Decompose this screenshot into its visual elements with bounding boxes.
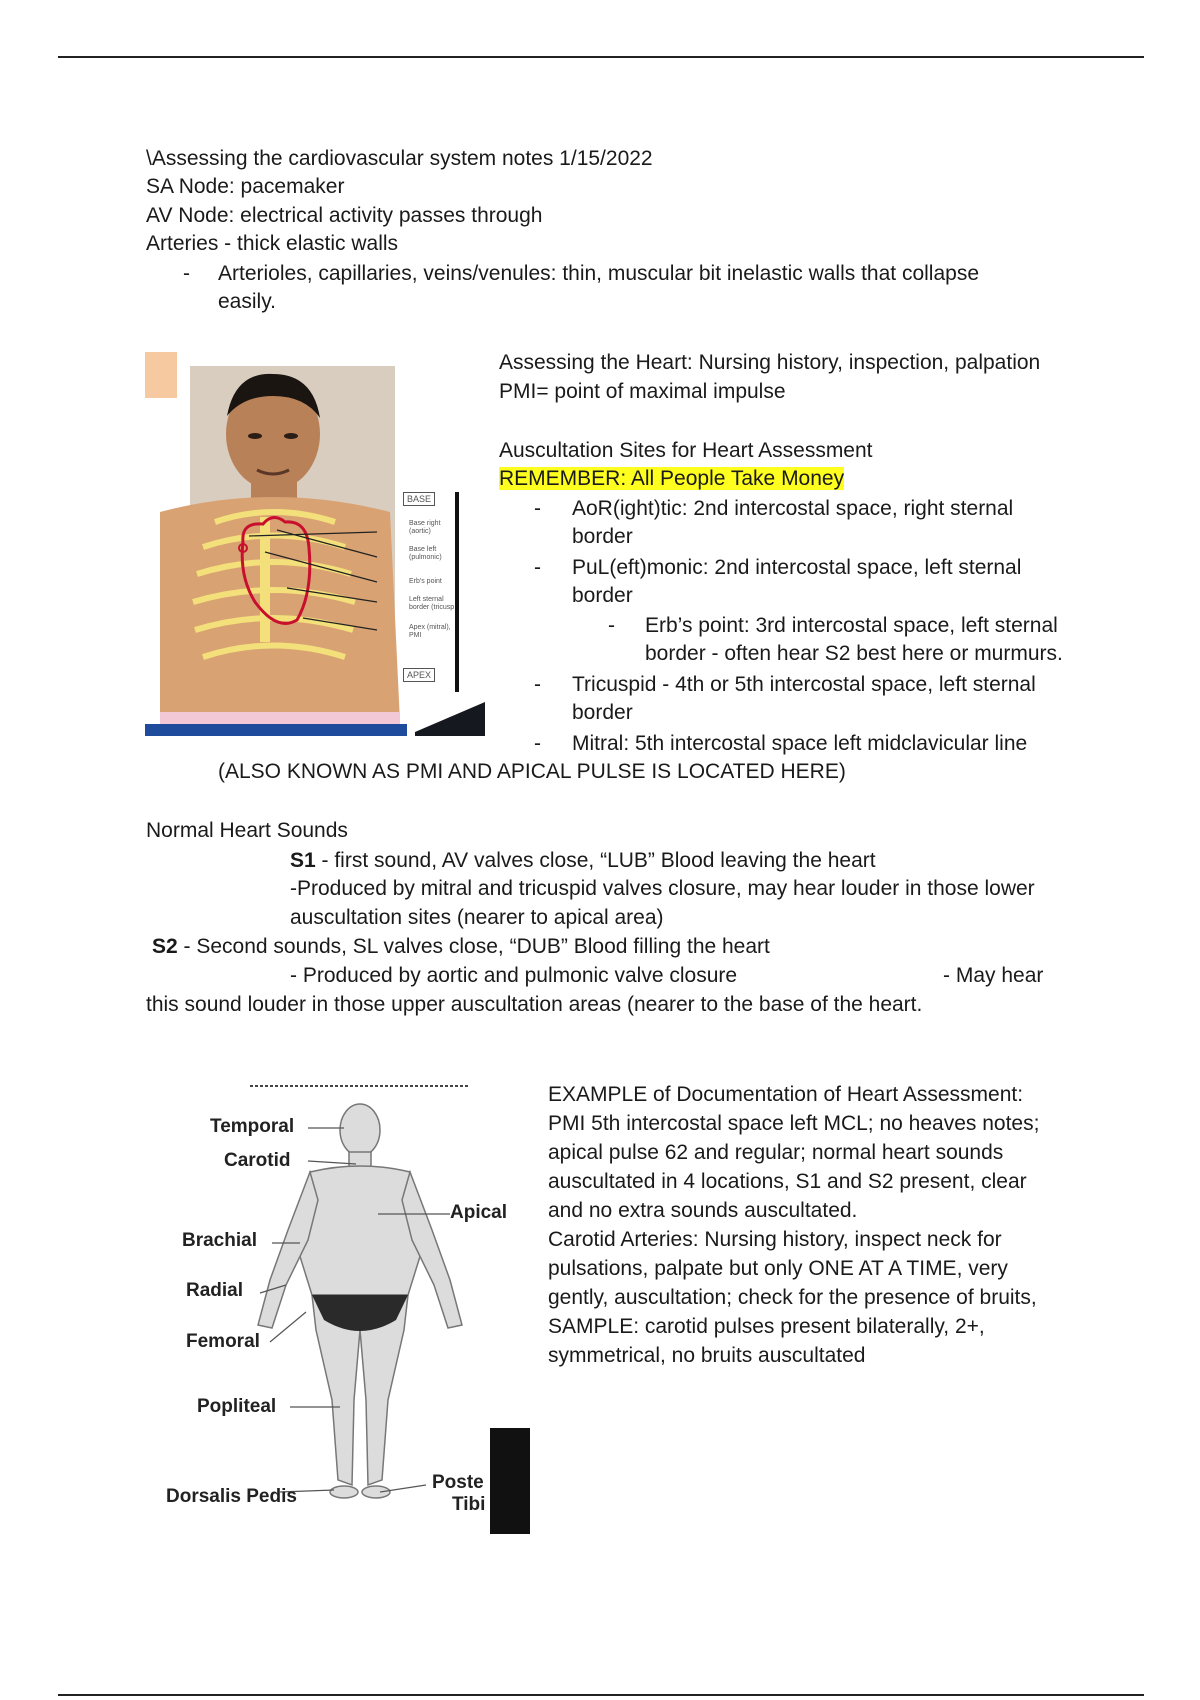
carotid-assessment-line: gently, auscultation; check for the presence of bruits,	[548, 1286, 1037, 1309]
posterior-tibial-label-cont: Tibi	[452, 1494, 486, 1515]
s1-produced-cont: auscultation sites (nearer to apical area)	[290, 906, 664, 929]
temporal-pulse-label: Temporal	[210, 1116, 295, 1137]
documentation-heading: EXAMPLE of Documentation of Heart Assessment:	[548, 1083, 1024, 1106]
s1-description: - first sound, AV valves close, “LUB” Blood leaving the heart	[315, 849, 876, 872]
s2-label: S2	[152, 935, 178, 958]
pmi-definition: PMI= point of maximal impulse	[499, 380, 786, 403]
sheet	[160, 712, 400, 726]
bottom-rule	[58, 1694, 1144, 1696]
s2-louder-note: this sound louder in those upper auscultation areas (nearer to the base of the heart.	[146, 993, 923, 1016]
tricuspid-site-cont: border	[572, 701, 633, 724]
arterioles-note: Arterioles, capillaries, veins/venules: thin, muscular bit inelastic walls that collapse	[218, 262, 980, 285]
base-left-label: Base left	[409, 546, 437, 553]
auscultation-sites-heading: Auscultation Sites for Heart Assessment	[499, 439, 873, 462]
bullet-dash: -	[534, 732, 541, 755]
bullet-dash: -	[608, 614, 615, 637]
sa-node-note: SA Node: pacemaker	[146, 175, 345, 198]
pmi-location-note: (ALSO KNOWN AS PMI AND APICAL PULSE IS LOCATED HERE)	[218, 760, 846, 783]
documentation-line: and no extra sounds auscultated.	[548, 1199, 858, 1222]
erbs-point-label: Erb's point	[409, 578, 442, 585]
carotid-sample-line: symmetrical, no bruits auscultated	[548, 1344, 866, 1367]
bullet-dash: -	[534, 556, 541, 579]
pulmonic-site-cont: border	[572, 584, 633, 607]
base-right-sub: (aortic)	[409, 528, 431, 535]
brachial-pulse-label: Brachial	[182, 1230, 257, 1251]
s2-produced: - Produced by aortic and pulmonic valve closure	[290, 964, 738, 987]
aortic-site-cont: border	[572, 525, 633, 548]
arteries-note: Arteries - thick elastic walls	[146, 232, 399, 255]
documentation-line: apical pulse 62 and regular; normal heart sounds	[548, 1141, 1004, 1164]
remember-mnemonic: REMEMBER: All People Take Money	[499, 467, 845, 490]
popliteal-pulse-label: Popliteal	[197, 1396, 277, 1417]
documentation-line: PMI 5th intercostal space left MCL; no heaves notes;	[548, 1112, 1040, 1135]
s2-description: - Second sounds, SL valves close, “DUB” Blood filling the heart	[177, 935, 770, 958]
assessing-heart: Assessing the Heart: Nursing history, inspection, palpation	[499, 351, 1041, 374]
tricuspid-site: Tricuspid - 4th or 5th intercostal space, left sternal	[572, 673, 1036, 696]
carotid-assessment: Carotid Arteries: Nursing history, inspect neck for	[548, 1228, 1002, 1251]
av-node-note: AV Node: electrical activity passes through	[146, 204, 543, 227]
apex-mitral-sub: PMI	[409, 632, 422, 639]
bullet-dash: -	[183, 262, 190, 285]
arterioles-note-cont: easily.	[218, 290, 276, 313]
notes-title: \Assessing the cardiovascular system notes 1/15/2022	[146, 147, 653, 170]
s2-may-hear: - May hear	[943, 964, 1044, 987]
bullet-dash: -	[534, 673, 541, 696]
femoral-pulse-label: Femoral	[186, 1331, 260, 1352]
chest-auscultation-photo	[145, 352, 485, 736]
carotid-sample: SAMPLE: carotid pulses present bilaterally, 2+,	[548, 1315, 985, 1338]
carotid-pulse-label: Carotid	[224, 1150, 291, 1171]
aortic-site: AoR(ight)tic: 2nd intercostal space, right sternal	[572, 497, 1014, 520]
top-rule	[58, 56, 1144, 58]
dorsalis-pedis-pulse-label: Dorsalis Pedis	[166, 1486, 297, 1507]
left-sternal-sub: border (tricusp	[409, 604, 455, 611]
left-sternal-label: Left sternal	[409, 596, 444, 603]
base-right-label: Base right	[409, 520, 441, 527]
body-pulse-illustration	[160, 1080, 530, 1540]
apex-label: APEX	[403, 668, 435, 682]
bullet-dash: -	[534, 497, 541, 520]
s1-produced: -Produced by mitral and tricuspid valves closure, may hear louder in those lower	[290, 877, 1035, 900]
erbs-point-site-cont: border - often hear S2 best here or murmurs.	[645, 642, 1063, 665]
erbs-point-site: Erb’s point: 3rd intercostal space, left sternal	[645, 614, 1058, 637]
s1-label: S1	[290, 849, 316, 872]
carotid-assessment-line: pulsations, palpate but only ONE AT A TIME, very	[548, 1257, 1008, 1280]
apex-mitral-label: Apex (mitral),	[409, 624, 451, 631]
radial-pulse-label: Radial	[186, 1280, 244, 1301]
photo-bottom-band	[145, 724, 407, 736]
pulse-sites-figure	[160, 1080, 530, 1540]
base-left-sub: (pulmonic)	[409, 554, 442, 561]
heart-sounds-heading: Normal Heart Sounds	[146, 819, 348, 842]
pulmonic-site: PuL(eft)monic: 2nd intercostal space, left sternal	[572, 556, 1022, 579]
apical-pulse-label: Apical	[450, 1202, 508, 1223]
posterior-tibial-label: Poste	[432, 1472, 484, 1493]
dark-overlay	[490, 1428, 530, 1534]
skin-swatch	[145, 352, 177, 398]
base-label: BASE	[403, 492, 435, 506]
mitral-site: Mitral: 5th intercostal space left midclavicular line	[572, 732, 1028, 755]
documentation-line: auscultated in 4 locations, S1 and S2 present, clear	[548, 1170, 1027, 1193]
